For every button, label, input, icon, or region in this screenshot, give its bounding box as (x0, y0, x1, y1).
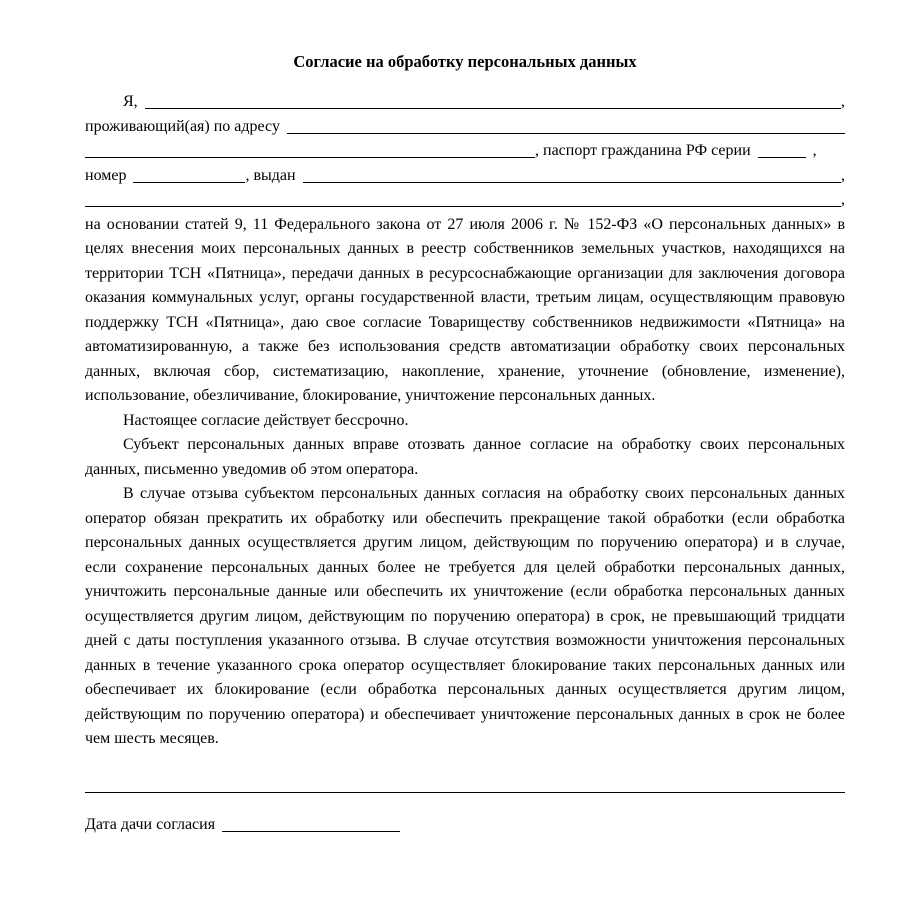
address-blank-line-2 (85, 155, 535, 158)
paragraph-withdrawal-procedure: В случае отзыва субъектом персональных данных согласия на обработку своих персональных данных оператор обязан прекратить их обработку или обеспечить прекращение такой обработки (если обработка персональных данных осуществляется другим лицом, действующим по поручению оператора) и в случае, если сохранение персональных данных более не требуется для целей обработки персональных данных, уничтожить персональные данные или обеспечить их уничтожение (если обработка персональных данных осуществляется другим лицом, действующим по поручению оператора) в срок, не превышающий тридцати дней с даты поступления указанного отзыва. В случае отсутствия возможности уничтожения персональных данных в течение указанного срока оператор осуществляет блокирование таких персональных данных или обеспечивает их блокирование (если обработка персональных данных осуществляется другим лицом, действующим по поручению оператора) и обеспечивает уничтожение персональных данных в срок не более чем шесть месяцев. (85, 485, 845, 747)
consent-date-row (85, 813, 845, 838)
paragraph-validity: Настоящее согласие действует бессрочно. (123, 411, 409, 429)
label-issued-by: , выдан (245, 166, 296, 184)
comma-after-issued: , (841, 166, 845, 184)
address-blank-line-1 (287, 131, 845, 134)
full-name-blank-line (145, 106, 841, 109)
fill-in-section (85, 90, 845, 213)
issued-by-blank-line-2 (85, 204, 841, 207)
paragraph-withdrawal-right: Субъект персональных данных вправе отозвать данное согласие на обработку своих персональных данных, письменно уведомив об этом оператора. (85, 436, 845, 478)
comma-after-issued-2: , (841, 191, 845, 208)
fill-line-issued-continuation (85, 188, 845, 213)
document-body (85, 213, 845, 752)
consent-date-blank (222, 829, 400, 832)
fill-line-address-2-passport (85, 139, 845, 164)
passport-number-blank (133, 180, 245, 183)
paragraph-legal-basis: на основании статей 9, 11 Федерального закона от 27 июля 2006 г. № 152-ФЗ «О персональных данных» в целях внесения моих персональных данных в реестр собственников земельных участков, находящихся на территории ТСН «Пятница», передачи данных в ресурсоснабжающие организации для заключения договора оказания коммунальных услуг, органы государственной власти, третьим лицам, осуществляющим правовую поддержку ТСН «Пятница», даю свое согласие Товариществу собственников недвижимости «Пятница» на автоматизированную, а также без использования средств автоматизации обработку своих персональных данных, включая сбор, систематизацию, накопление, хранение, уточнение (обновление, изменение), использование, обезличивание, блокирование, уничтожение персональных данных. (85, 215, 845, 404)
comma-after-name: , (841, 93, 845, 110)
label-residing-at: проживающий(ая) по адресу (85, 117, 280, 135)
comma-after-series: , (812, 142, 817, 159)
signature-blank-line (85, 792, 845, 793)
fill-line-name (85, 90, 845, 115)
fill-line-number-issued (85, 164, 845, 189)
label-number: номер (85, 166, 127, 184)
fill-line-address-1 (85, 115, 845, 140)
document-title: Согласие на обработку персональных данных (293, 52, 637, 71)
label-passport-series: , паспорт гражданина РФ серии (535, 142, 751, 159)
label-consent-date: Дата дачи согласия (85, 815, 216, 833)
issued-by-blank-line-1 (303, 180, 841, 183)
label-i-am: Я, (123, 93, 138, 110)
passport-series-blank (758, 155, 806, 158)
